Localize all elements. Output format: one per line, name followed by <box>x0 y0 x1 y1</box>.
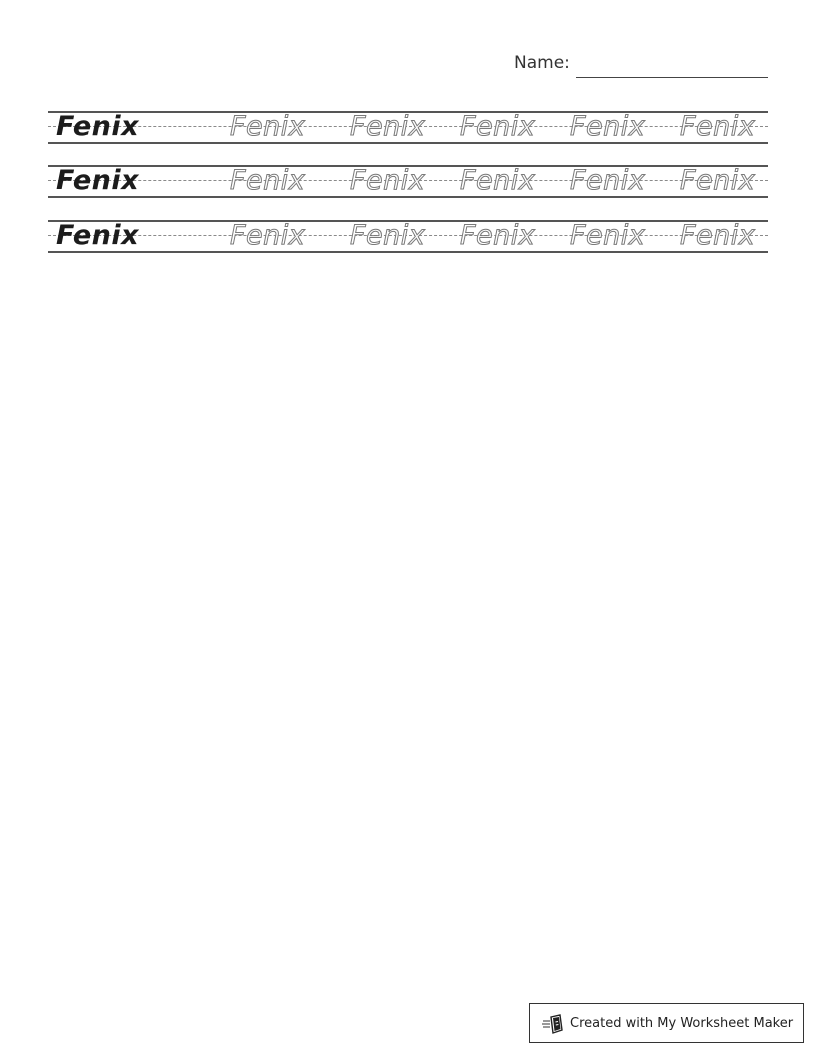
model-word: Fenix <box>56 165 140 196</box>
name-write-line[interactable] <box>576 77 768 78</box>
trace-word: Fenix <box>350 220 426 251</box>
trace-word: Fenix <box>460 220 536 251</box>
trace-word: Fenix <box>570 111 646 142</box>
worksheet-maker-logo-icon <box>542 1014 564 1034</box>
row-baseline <box>48 251 768 253</box>
footer-credit-text: Created with My Worksheet Maker <box>570 1016 794 1031</box>
row-baseline <box>48 142 768 144</box>
model-word: Fenix <box>56 220 140 251</box>
trace-word: Fenix <box>570 220 646 251</box>
practice-row <box>48 220 768 254</box>
trace-word: Fenix <box>680 220 756 251</box>
row-baseline <box>48 196 768 198</box>
practice-row <box>48 165 768 199</box>
footer-credit-badge[interactable] <box>529 1003 804 1043</box>
trace-word: Fenix <box>350 165 426 196</box>
model-word: Fenix <box>56 111 140 142</box>
trace-word: Fenix <box>570 165 646 196</box>
name-label: Name: <box>514 53 570 73</box>
trace-word: Fenix <box>230 220 306 251</box>
trace-word: Fenix <box>350 111 426 142</box>
trace-word: Fenix <box>230 111 306 142</box>
trace-word: Fenix <box>230 165 306 196</box>
trace-word: Fenix <box>460 165 536 196</box>
name-field-area <box>512 52 768 80</box>
practice-row <box>48 111 768 145</box>
trace-word: Fenix <box>460 111 536 142</box>
trace-word: Fenix <box>680 165 756 196</box>
trace-word: Fenix <box>680 111 756 142</box>
